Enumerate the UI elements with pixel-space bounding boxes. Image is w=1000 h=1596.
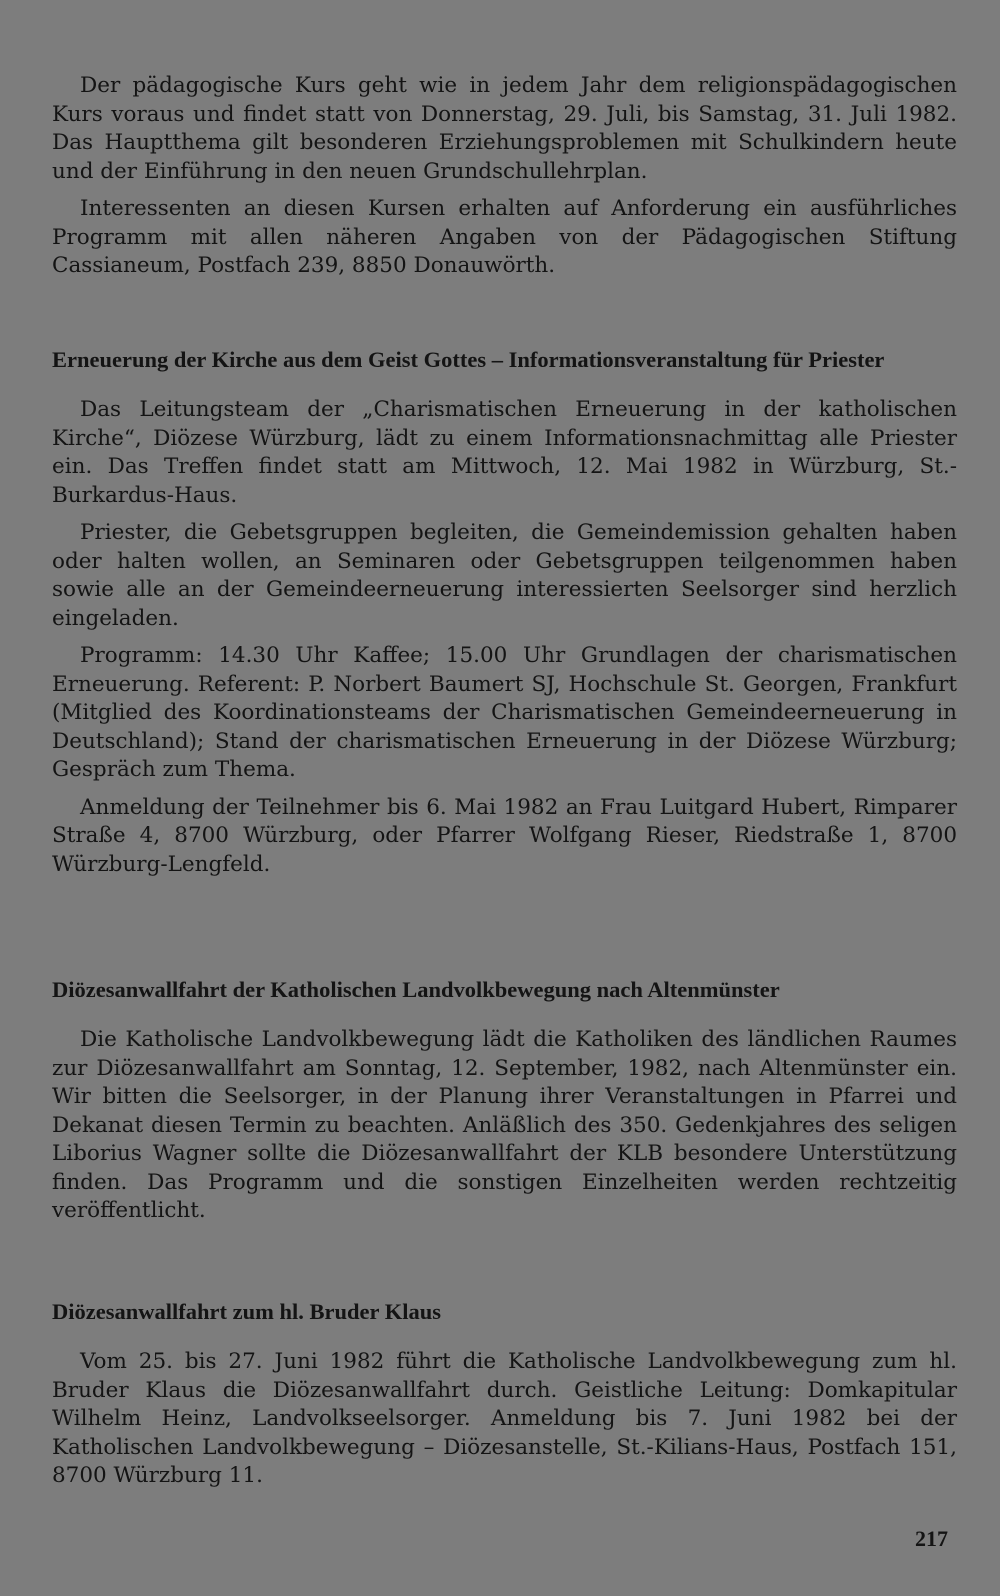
section-paragraph: Die Katholische Landvolkbewegung lädt die Katholiken des ländlichen Raumes zur Diözesanwallfahrt am Sonntag, 12. September, 1982, nach Altenmünster ein. Wir bitten die Seelsorger, in der Planung ihrer Veranstaltungen in Pfarrei und Dekanat diesen Termin zu beachten. Anläßlich des 350. Gedenkjahres des seligen Liborius Wagner sollte die Diözesanwallfahrt der KLB besondere Unterstützung finden. Das Programm und die sonstigen Einzelheiten werden rechtzeitig veröffentlicht. xyxy=(52,1027,957,1223)
intro-block xyxy=(52,72,957,281)
section-paragraph: Anmeldung der Teilnehmer bis 6. Mai 1982 an Frau Luitgard Hubert, Rimparer Straße 4, 8700 Würzburg, oder Pfarrer Wolfgang Rieser, Riedstraße 1, 8700 Würzburg-Lengfeld. xyxy=(52,794,957,877)
section-paragraph: Vom 25. bis 27. Juni 1982 führt die Katholische Landvolkbewegung zum hl. Bruder Klaus die Diözesanwallfahrt durch. Geistliche Leitung: Domkapitular Wilhelm Heinz, Landvolkseelsorger. Anmeldung bis 7. Juni 1982 bei der Katholischen Landvolkbewegung – Diözesanstelle, St.-Kilians-Haus, Postfach 151, 8700 Würzburg 11. xyxy=(52,1349,957,1488)
section-paragraph: Programm: 14.30 Uhr Kaffee; 15.00 Uhr Grundlagen der charismatischen Erneuerung. Referent: P. Norbert Baumert SJ, Hochschule St. Georgen, Frankfurt (Mitglied des Koordinationsteams der Charismatischen Gemeindeerneuerung in Deutschland); Stand der charismatischen Erneuerung in der Diözese Würzburg; Gespräch zum Thema. xyxy=(52,643,957,782)
section-heading: Diözesanwallfahrt zum hl. Bruder Klaus xyxy=(52,1299,441,1324)
section-altenmuenster-pilgrimage xyxy=(52,976,957,1226)
section-paragraph: Das Leitungsteam der „Charismatischen Erneuerung in der katholischen Kirche“, Diözese Würzburg, lädt zu einem Informationsnachmittag alle Priester ein. Das Treffen findet statt am Mittwoch, 12. Mai 1982 in Würzburg, St.-Burkardus-Haus. xyxy=(52,397,957,508)
section-charismatic-renewal xyxy=(52,346,957,879)
intro-paragraph-2: Interessenten an diesen Kursen erhalten auf Anforderung ein ausführliches Programm mit allen näheren Angaben von der Pädagogischen Stiftung Cassianeum, Postfach 239, 8850 Donauwörth. xyxy=(52,196,957,278)
section-heading: Diözesanwallfahrt der Katholischen Landvolkbewegung nach Altenmünster xyxy=(52,977,780,1002)
page-number: 217 xyxy=(915,1526,948,1551)
section-heading: Erneuerung der Kirche aus dem Geist Gottes – Informationsveranstaltung für Priester xyxy=(52,347,885,372)
section-bruder-klaus-pilgrimage xyxy=(52,1298,957,1491)
intro-paragraph-1: Der pädagogische Kurs geht wie in jedem Jahr dem religionspädagogischen Kurs voraus und findet statt von Donnerstag, 29. Juli, bis Samstag, 31. Juli 1982. Das Hauptthema gilt besonderen Erziehungsproblemen mit Schulkindern heute und der Einführung in den neuen Grundschullehrplan. xyxy=(52,73,957,184)
section-paragraph: Priester, die Gebetsgruppen begleiten, die Gemeindemission gehalten haben oder halten wollen, an Seminaren oder Gebetsgruppen teilgenommen haben sowie alle an der Gemeindeerneuerung interessierten Seelsorger sind herzlich eingeladen. xyxy=(52,520,957,631)
